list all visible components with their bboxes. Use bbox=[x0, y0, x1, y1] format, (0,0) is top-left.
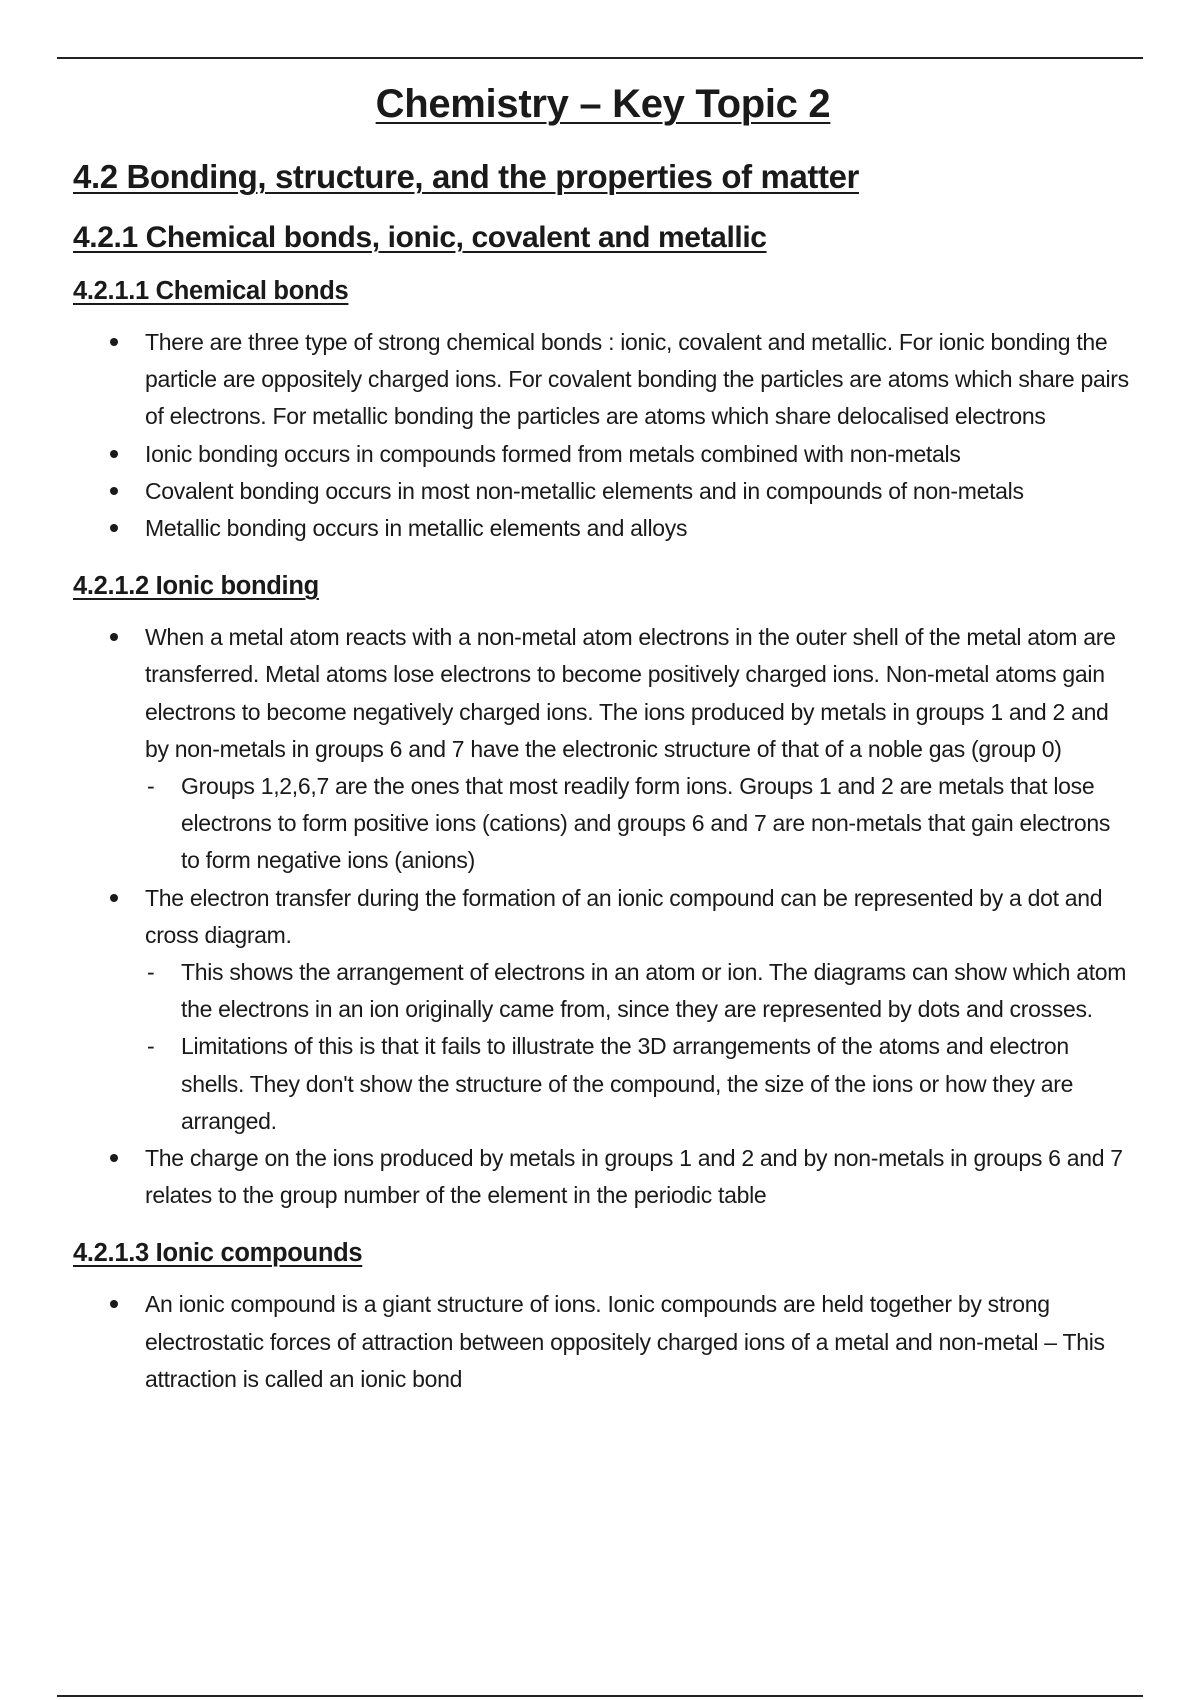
list-item bbox=[73, 473, 1133, 510]
sub-list-item-text: Groups 1,2,6,7 are the ones that most readily form ions. Groups 1 and 2 are metals that lose electrons to form positive ions (cations) and groups 6 and 7 are non-metals that gain electrons to form negative ions (anions) bbox=[181, 773, 1111, 874]
dash-icon: - bbox=[147, 1033, 155, 1060]
list-item bbox=[73, 510, 1133, 547]
list-item-text: When a metal atom reacts with a non-metal atom electrons in the outer shell of the metal atom are transferred. Metal atoms lose electrons to become positively charged ions. Non-metal atoms gain electrons to become negatively charged ions. The ions produced by metals in groups 1 and 2 and by non-metals in groups 6 and 7 have the electronic structure of that of a noble gas (group 0) bbox=[145, 624, 1116, 762]
heading-ionic-compounds: 4.2.1.3 Ionic compounds bbox=[73, 1239, 363, 1268]
list-item bbox=[73, 324, 1133, 436]
list-item-text: There are three type of strong chemical bonds : ionic, covalent and metallic. For ionic bonding the particle are oppositely charged ions. For covalent bonding the particles are atoms which share pairs of electrons. For metallic bonding the particles are atoms which share delocalised electrons bbox=[145, 329, 1129, 430]
ionic-bonding-list bbox=[73, 619, 1133, 1214]
list-item-text: The electron transfer during the formation of an ionic compound can be represented by a dot and cross diagram. bbox=[145, 884, 1103, 948]
top-rule bbox=[57, 57, 1143, 59]
heading-ionic-bonding: 4.2.1.2 Ionic bonding bbox=[73, 572, 319, 601]
list-item bbox=[73, 1286, 1133, 1398]
heading-chemical-bonds: 4.2.1.1 Chemical bonds bbox=[73, 277, 349, 305]
document-title: Chemistry – Key Topic 2 bbox=[375, 82, 831, 126]
list-item-text: An ionic compound is a giant structure of ions. Ionic compounds are held together by strong electrostatic forces of attraction between oppositely charged ions of a metal and non-metal – This attraction is called an ionic bond bbox=[145, 1291, 1105, 1392]
list-item-text: Metallic bonding occurs in metallic elements and alloys bbox=[145, 515, 688, 542]
list-item-text: The charge on the ions produced by metals in groups 1 and 2 and by non-metals in groups 6 and 7 relates to the group number of the element in the periodic table bbox=[145, 1145, 1123, 1209]
bullet-icon bbox=[110, 1300, 118, 1308]
bullet-icon bbox=[110, 450, 118, 458]
bottom-rule bbox=[57, 1695, 1143, 1697]
sub-list-item-text: Limitations of this is that it fails to illustrate the 3D arrangements of the atoms and electron shells. They don't show the structure of the compound, the size of the ions or how they are arranged. bbox=[181, 1033, 1074, 1134]
list-item bbox=[73, 1140, 1133, 1214]
list-item-text: Ionic bonding occurs in compounds formed from metals combined with non-metals bbox=[145, 440, 961, 467]
dash-icon: - bbox=[147, 773, 155, 800]
bullet-icon bbox=[110, 1154, 118, 1162]
heading-bonding-structure: 4.2 Bonding, structure, and the properties of matter bbox=[73, 158, 859, 195]
bullet-icon bbox=[110, 894, 118, 902]
list-item bbox=[73, 436, 1133, 473]
list-item bbox=[73, 880, 1133, 1140]
list-item bbox=[73, 619, 1133, 879]
bullet-icon bbox=[110, 338, 118, 346]
document-body bbox=[73, 76, 1133, 1418]
bullet-icon bbox=[110, 524, 118, 532]
sub-list-item bbox=[145, 1028, 1133, 1140]
sub-list bbox=[145, 768, 1133, 880]
sub-list-item bbox=[145, 954, 1133, 1028]
chemical-bonds-list bbox=[73, 324, 1133, 547]
sub-list bbox=[145, 954, 1133, 1140]
ionic-compounds-list bbox=[73, 1286, 1133, 1398]
sub-list-item-text: This shows the arrangement of electrons in an atom or ion. The diagrams can show which atom the electrons in an ion originally came from, since they are represented by dots and crosses. bbox=[181, 959, 1127, 1023]
bullet-icon bbox=[110, 487, 118, 495]
dash-icon: - bbox=[147, 959, 155, 986]
list-item-text: Covalent bonding occurs in most non-metallic elements and in compounds of non-metals bbox=[145, 477, 1024, 504]
sub-list-item bbox=[145, 768, 1133, 880]
heading-chemical-bonds-types: 4.2.1 Chemical bonds, ionic, covalent and metallic bbox=[73, 221, 767, 254]
bullet-icon bbox=[110, 633, 118, 641]
